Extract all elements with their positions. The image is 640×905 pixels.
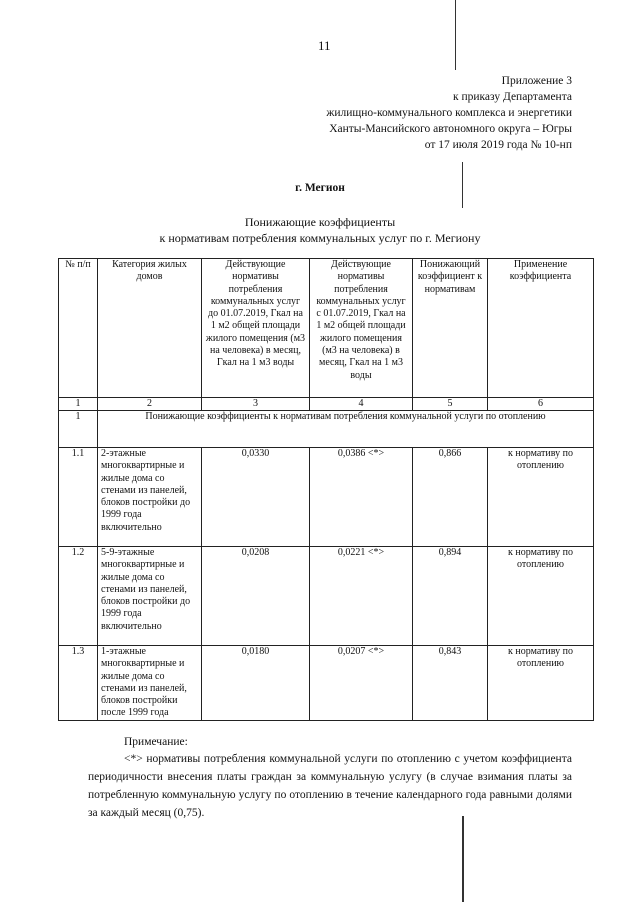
section-number: 1 [59,411,98,448]
table-row [59,448,594,547]
header-category: Категория жилых домов [98,259,202,398]
header-coefficient: Понижающий коэффициент к нормативам [413,259,488,398]
title-line: к нормативам потребления коммунальных услуг по г. Мегиону [159,231,481,245]
note-text: <*> нормативы потребления коммунальной услуги по отоплению с учетом коэффициента периодичности внесения платы граждан за коммунальную услугу (в случае взимания платы за потребленную коммунальную услугу по отоплению в течение календарного года равными долями за каждый месяц (0,75). [88,753,572,819]
table-row [59,646,594,721]
column-number-row [59,398,594,411]
row-norm-before: 0,0330 [202,448,310,547]
table-row [59,547,594,646]
row-application: к нормативу по отоплению [488,448,594,547]
row-number: 1.3 [59,646,98,721]
header-application: Применение коэффициента [488,259,594,398]
appendix-line: к приказу Департамента [453,91,572,103]
row-coefficient: 0,843 [413,646,488,721]
row-norm-after: 0,0221 <*> [310,547,413,646]
column-number: 1 [59,398,98,411]
row-category: 1-этажные многоквартирные и жилые дома со стенами из панелей, блоков постройки после 1999 года [98,646,202,721]
row-norm-after: 0,0386 <*> [310,448,413,547]
row-application: к нормативу по отоплению [488,547,594,646]
header-norm-before: Действующие нормативы потребления коммунальных услуг до 01.07.2019, Гкал на 1 м2 общей площади жилого помещения (м3 на человека) в месяц, Гкал на 1 м3 воды [202,259,310,398]
column-number: 5 [413,398,488,411]
header-number: № п/п [59,259,98,398]
row-application: к нормативу по отоплению [488,646,594,721]
column-number: 3 [202,398,310,411]
scan-artifact-line [455,0,456,70]
header-norm-after: Действующие нормативы потребления коммунальных услуг с 01.07.2019, Гкал на 1 м2 общей площади жилого помещения (м3 на человека) в месяц, Гкал на 1 м3 воды [310,259,413,398]
row-norm-before: 0,0180 [202,646,310,721]
row-norm-before: 0,0208 [202,547,310,646]
scan-artifact-line [462,816,464,902]
note-title: Примечание: [124,736,188,748]
section-title: Понижающие коэффициенты к нормативам потребления коммунальной услуги по отоплению [98,411,594,448]
table-header-row [59,259,594,398]
appendix-line: Приложение 3 [501,75,572,87]
row-category: 5-9-этажные многоквартирные и жилые дома со стенами из панелей, блоков постройки до 1999 года включительно [98,547,202,646]
appendix-header [242,73,572,153]
section-row [59,411,594,448]
column-number: 6 [488,398,594,411]
row-number: 1.1 [59,448,98,547]
scan-artifact-line [462,162,463,208]
column-number: 2 [98,398,202,411]
title-line: Понижающие коэффициенты [244,215,396,229]
row-coefficient: 0,894 [413,547,488,646]
appendix-line: жилищно-коммунального комплекса и энергетики [326,107,572,119]
row-coefficient: 0,866 [413,448,488,547]
row-category: 2-этажные многоквартирные и жилые дома со стенами из панелей, блоков постройки до 1999 года включительно [98,448,202,547]
appendix-line: Ханты-Мансийского автономного округа – Югры [329,123,572,135]
coefficients-table [58,258,594,721]
row-norm-after: 0,0207 <*> [310,646,413,721]
document-title [0,214,640,246]
page-number: 11 [318,38,331,53]
city-heading: г. Мегион [295,182,345,194]
row-number: 1.2 [59,547,98,646]
column-number: 4 [310,398,413,411]
appendix-line: от 17 июля 2019 года № 10-нп [424,139,572,151]
